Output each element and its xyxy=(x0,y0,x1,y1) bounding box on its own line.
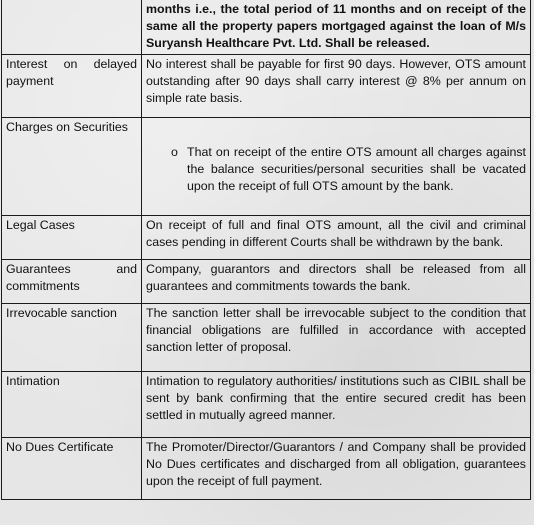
label-line-2: payment xyxy=(6,74,54,88)
row-label-interest xyxy=(2,55,142,118)
label-line-1 xyxy=(6,56,137,73)
label-word-guarantees: Guarantees xyxy=(6,262,71,276)
charges-text: That on receipt of the entire OTS amount all charges against the balance securities/personal securities shall be vacated upon the receipt of full OTS amount by the bank. xyxy=(187,145,526,193)
guarantees-text: Company, guarantors and directors shall be released from all guarantees and commitments towards the bank. xyxy=(142,260,531,304)
table-row xyxy=(2,118,531,216)
label-word-interest: Interest xyxy=(6,57,48,71)
row-label-empty xyxy=(2,0,142,55)
release-of-papers-text: months i.e., the total period of 11 months and on receipt of the same all the property papers mortgaged against the loan of M/s Suryansh Healthcare Pvt. Ltd. Shall be released. xyxy=(142,0,531,55)
row-label-intimation: Intimation xyxy=(2,372,142,438)
label-word-delayed: delayed xyxy=(93,57,137,71)
label-line-1 xyxy=(6,261,137,278)
charges-cell xyxy=(142,118,531,216)
row-label-irrevocable: Irrevocable sanction xyxy=(2,304,142,372)
terms-table xyxy=(1,0,531,500)
label-word-and: and xyxy=(116,262,137,276)
interest-text: No interest shall be payable for first 90 days. However, OTS amount outstanding after 90 days shall carry interest @ 8% per annum on simple rate basis. xyxy=(142,55,531,118)
table-row xyxy=(2,260,531,304)
table-row xyxy=(2,372,531,438)
table-row xyxy=(2,438,531,500)
no-dues-text: The Promoter/Director/Guarantors / and Company shall be provided No Dues certificates and discharged from all obligation, guarantees upon the receipt of full payment. xyxy=(142,438,531,500)
intimation-text: Intimation to regulatory authorities/ institutions such as CIBIL shall be sent by bank confirming that the entire secured credit has been settled in mutually agreed manner. xyxy=(142,372,531,438)
row-label-charges: Charges on Securities xyxy=(2,118,142,216)
row-label-no-dues: No Dues Certificate xyxy=(2,438,142,500)
table-row xyxy=(2,0,531,55)
irrevocable-text: The sanction letter shall be irrevocable subject to the condition that financial obligations are fulfilled in accordance with accepted sanction letter of proposal. xyxy=(142,304,531,372)
bullet-circle-icon: o xyxy=(171,145,178,159)
table-row xyxy=(2,304,531,372)
row-label-legal: Legal Cases xyxy=(2,216,142,260)
label-line-2: commitments xyxy=(6,279,80,293)
table-row xyxy=(2,55,531,118)
legal-text: On receipt of full and final OTS amount, all the civil and criminal cases pending in different Courts shall be withdrawn by the bank. xyxy=(142,216,531,260)
label-word-on: on xyxy=(63,57,78,71)
table-row xyxy=(2,216,531,260)
charges-bullet-item xyxy=(146,144,526,195)
row-label-guarantees xyxy=(2,260,142,304)
